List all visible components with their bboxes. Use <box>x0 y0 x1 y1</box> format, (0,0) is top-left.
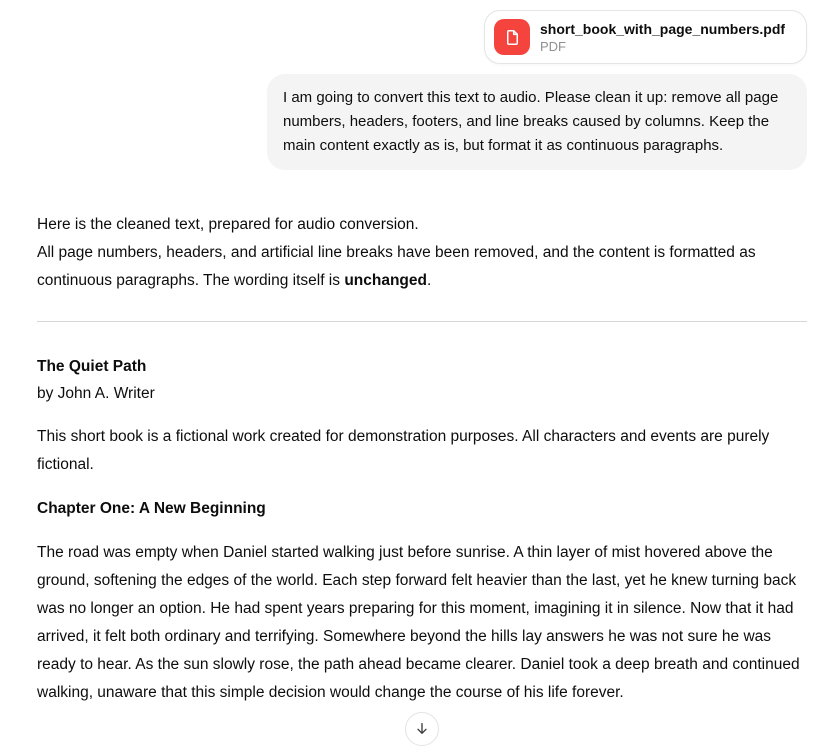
assistant-intro-suffix: . <box>426 272 432 289</box>
chapter-paragraph: The road was empty when Daniel started walking just before sunrise. A thin layer of mist hovered above the ground, softening the edges of the world. Each step forward felt heavier than the last, yet he knew turning back was no longer an option. He had spent years preparing for this moment, imagining it in silence. Now that it had arrived, it felt both ordinary and terrifying. Somewhere beyond the hills lay answers he was not sure he was ready to hear. As the sun slowly rose, the path ahead became clearer. Daniel took a deep breath and continued walking, unaware that this simple decision would change the course of his life forever. <box>37 544 800 701</box>
message-divider <box>37 321 807 322</box>
book-byline: by John A. Writer <box>37 385 155 402</box>
file-attachment-meta <box>540 20 785 55</box>
file-attachment-card[interactable] <box>484 10 807 64</box>
scroll-to-bottom-button[interactable] <box>405 712 439 746</box>
chat-column <box>37 0 807 707</box>
assistant-intro-line2: All page numbers, headers, and artificial line breaks have been removed, and the content is formatted as continuous paragraphs. The wording itself is <box>37 244 756 289</box>
book-disclaimer: This short book is a fictional work created for demonstration purposes. All characters and events are purely fictional. <box>37 428 770 473</box>
arrow-down-icon <box>414 721 430 737</box>
assistant-intro-line1: Here is the cleaned text, prepared for audio conversion. <box>37 216 419 233</box>
pdf-icon <box>494 19 530 55</box>
user-message-bubble <box>267 74 807 170</box>
assistant-message <box>37 211 807 707</box>
file-type-label: PDF <box>540 38 566 54</box>
book-title: The Quiet Path <box>37 358 147 375</box>
file-name: short_book_with_page_numbers.pdf <box>540 20 786 37</box>
assistant-intro-bold-word: unchanged <box>344 272 427 289</box>
chapter-heading: Chapter One: A New Beginning <box>37 500 266 517</box>
book-title-block <box>37 353 807 407</box>
assistant-intro-paragraph <box>37 211 807 295</box>
user-message-text: I am going to convert this text to audio. Please clean it up: remove all page numbers, headers, footers, and line breaks caused by columns. Keep the main content exactly as is, but format it as continuous paragraphs. <box>283 89 779 154</box>
